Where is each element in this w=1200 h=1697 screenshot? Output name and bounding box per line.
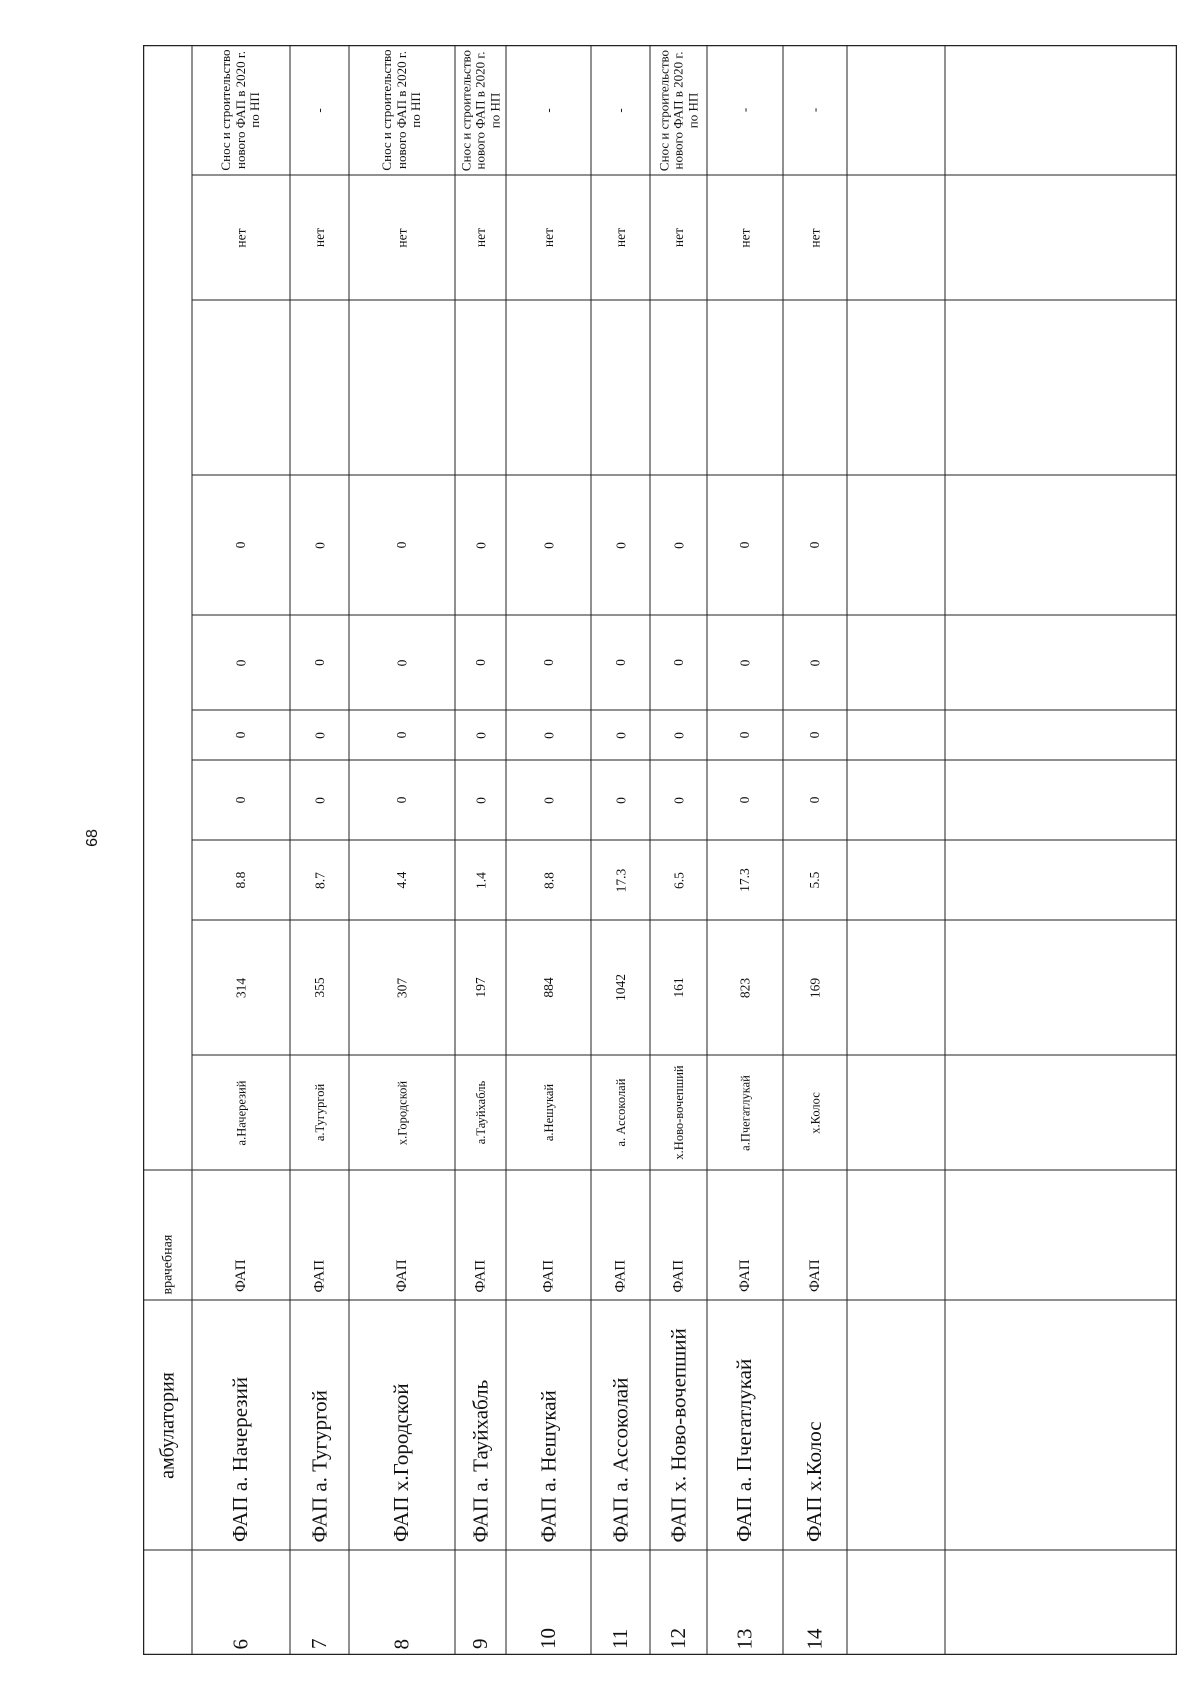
cell-status: нет	[394, 227, 410, 248]
cell-settlement: а.Пчегатлукай	[738, 1074, 752, 1151]
cell-num: 14	[802, 1628, 827, 1649]
cell-name: ФАП х.Колос	[802, 1421, 827, 1542]
cell-type: ФАП	[736, 1259, 753, 1292]
cell-col-empty	[650, 300, 707, 475]
cell-z4: 0	[737, 541, 753, 549]
cell-num: 10	[535, 1628, 560, 1649]
cell-z1: 0	[670, 796, 686, 804]
cell-status: нет	[807, 227, 823, 248]
cell-note: -	[311, 107, 327, 113]
header-type-cell: врачебная	[159, 1234, 175, 1294]
cell-type: ФАП	[612, 1259, 629, 1292]
cell-type: ФАП	[806, 1259, 823, 1292]
cell-type: ФАП	[311, 1259, 328, 1292]
cell-distance: 1.4	[472, 871, 488, 889]
cell-z2: 0	[233, 731, 249, 739]
cell-note: -	[540, 107, 556, 113]
cell-num: 12	[665, 1628, 690, 1649]
cell-num: 6	[228, 1638, 253, 1649]
cell-col-empty	[192, 300, 290, 475]
cell-status: нет	[612, 227, 628, 248]
cell-z2: 0	[394, 731, 410, 739]
cell-z4: 0	[472, 541, 488, 549]
cell-z4: 0	[807, 541, 823, 549]
cell-z1: 0	[394, 796, 410, 804]
cell-col-empty	[506, 300, 591, 475]
cell-population: 169	[807, 977, 823, 998]
cell-z1: 0	[472, 796, 488, 804]
cell-col-empty	[455, 300, 506, 475]
cell-settlement: а.Начерезий	[234, 1080, 248, 1145]
cell-num: 11	[607, 1628, 632, 1649]
cell-col-empty	[349, 300, 455, 475]
cell-name: ФАП х.Городской	[389, 1383, 414, 1542]
cell-z1: 0	[311, 796, 327, 804]
cell-name: ФАП а. Ассоколай	[607, 1377, 632, 1542]
cell-name: ФАП а. Пчегатлукай	[732, 1358, 757, 1542]
cell-settlement: а.Тауйхабль	[473, 1080, 488, 1145]
cell-settlement: а.Тугургой	[312, 1083, 327, 1142]
cell-note: -	[806, 107, 822, 113]
header-name-cell: амбулатория	[156, 1371, 179, 1479]
cell-z4: 0	[612, 541, 628, 549]
cell-distance: 8.7	[311, 871, 327, 889]
cell-status: нет	[233, 227, 249, 248]
cell-name: ФАП а. Тугургой	[306, 1389, 331, 1542]
cell-z1: 0	[807, 796, 823, 804]
cell-note: Снос и строительство нового ФАП в 2020 г. по НП	[379, 49, 424, 171]
cell-col-empty	[591, 300, 650, 475]
cell-z3: 0	[737, 659, 753, 666]
cell-col-empty	[707, 300, 783, 475]
cell-num: 7	[306, 1638, 331, 1649]
cell-z1: 0	[612, 796, 628, 804]
cell-settlement: а.Нешукай	[541, 1083, 556, 1142]
cell-population: 197	[472, 977, 488, 998]
cell-z3: 0	[311, 659, 327, 666]
cell-z2: 0	[670, 731, 686, 739]
cell-name: ФАП х. Ново-вочепший	[665, 1327, 690, 1542]
cell-population: 161	[670, 977, 686, 998]
page-number: 68	[84, 829, 101, 847]
cell-note: -	[736, 107, 752, 113]
cell-z2: 0	[472, 731, 488, 739]
cell-col-empty	[783, 300, 847, 475]
cell-distance: 6.5	[670, 871, 686, 889]
cell-z4: 0	[670, 541, 686, 549]
cell-z1: 0	[540, 796, 556, 804]
cell-population: 314	[233, 977, 249, 998]
cell-settlement: х.Ново-вочепший	[671, 1065, 686, 1160]
cell-num: 8	[389, 1638, 414, 1649]
cell-type: ФАП	[670, 1259, 687, 1292]
cell-num: 9	[467, 1638, 492, 1649]
cell-status: нет	[540, 227, 556, 248]
cell-name: ФАП а. Нешукай	[535, 1389, 560, 1542]
cell-z1: 0	[737, 796, 753, 804]
cell-z3: 0	[233, 659, 249, 666]
cell-z2: 0	[612, 731, 628, 739]
cell-note: Снос и строительство нового ФАП в 2020 г. по НП	[655, 49, 700, 171]
cell-status: нет	[737, 227, 753, 248]
cell-z2: 0	[737, 731, 753, 739]
cell-distance: 8.8	[233, 871, 249, 889]
cell-note: Снос и строительство нового ФАП в 2020 г. по НП	[218, 49, 263, 171]
cell-type: ФАП	[232, 1259, 249, 1292]
cell-distance: 8.8	[540, 871, 556, 889]
cell-z3: 0	[394, 659, 410, 666]
cell-z2: 0	[311, 731, 327, 739]
cell-status: нет	[472, 227, 488, 248]
cell-z3: 0	[807, 659, 823, 666]
cell-z4: 0	[540, 541, 556, 549]
cell-z1: 0	[233, 796, 249, 804]
cell-type: ФАП	[472, 1259, 489, 1292]
cell-distance: 17.3	[612, 868, 628, 892]
cell-status: нет	[670, 227, 686, 248]
cell-z4: 0	[394, 541, 410, 549]
cell-z4: 0	[311, 541, 327, 549]
cell-settlement: х.Колос	[808, 1091, 822, 1134]
cell-z3: 0	[472, 659, 488, 666]
cell-note: Снос и строительство нового ФАП в 2020 г. по НП	[457, 49, 502, 171]
cell-num: 13	[732, 1628, 757, 1649]
cell-population: 884	[540, 977, 556, 998]
cell-population: 823	[737, 977, 753, 998]
cell-z3: 0	[670, 659, 686, 666]
cell-population: 1042	[612, 974, 628, 1001]
cell-z4: 0	[233, 541, 249, 549]
cell-population: 355	[311, 977, 327, 998]
cell-col-empty	[290, 300, 349, 475]
cell-settlement: х.Городской	[395, 1080, 409, 1145]
cell-distance: 5.5	[807, 871, 823, 889]
cell-z2: 0	[540, 731, 556, 739]
cell-type: ФАП	[540, 1259, 557, 1292]
cell-note: -	[612, 107, 628, 113]
cell-name: ФАП а. Тауйхабль	[467, 1379, 492, 1542]
cell-z3: 0	[612, 659, 628, 666]
facilities-table	[143, 45, 1177, 1655]
cell-population: 307	[394, 977, 410, 998]
cell-z3: 0	[540, 659, 556, 666]
cell-distance: 4.4	[394, 871, 410, 889]
cell-name: ФАП а. Начерезий	[228, 1376, 253, 1542]
cell-settlement: а. Ассоколай	[613, 1078, 628, 1147]
cell-distance: 17.3	[737, 868, 753, 892]
cell-status: нет	[311, 227, 327, 248]
cell-type: ФАП	[393, 1259, 410, 1292]
cell-z2: 0	[807, 731, 823, 739]
